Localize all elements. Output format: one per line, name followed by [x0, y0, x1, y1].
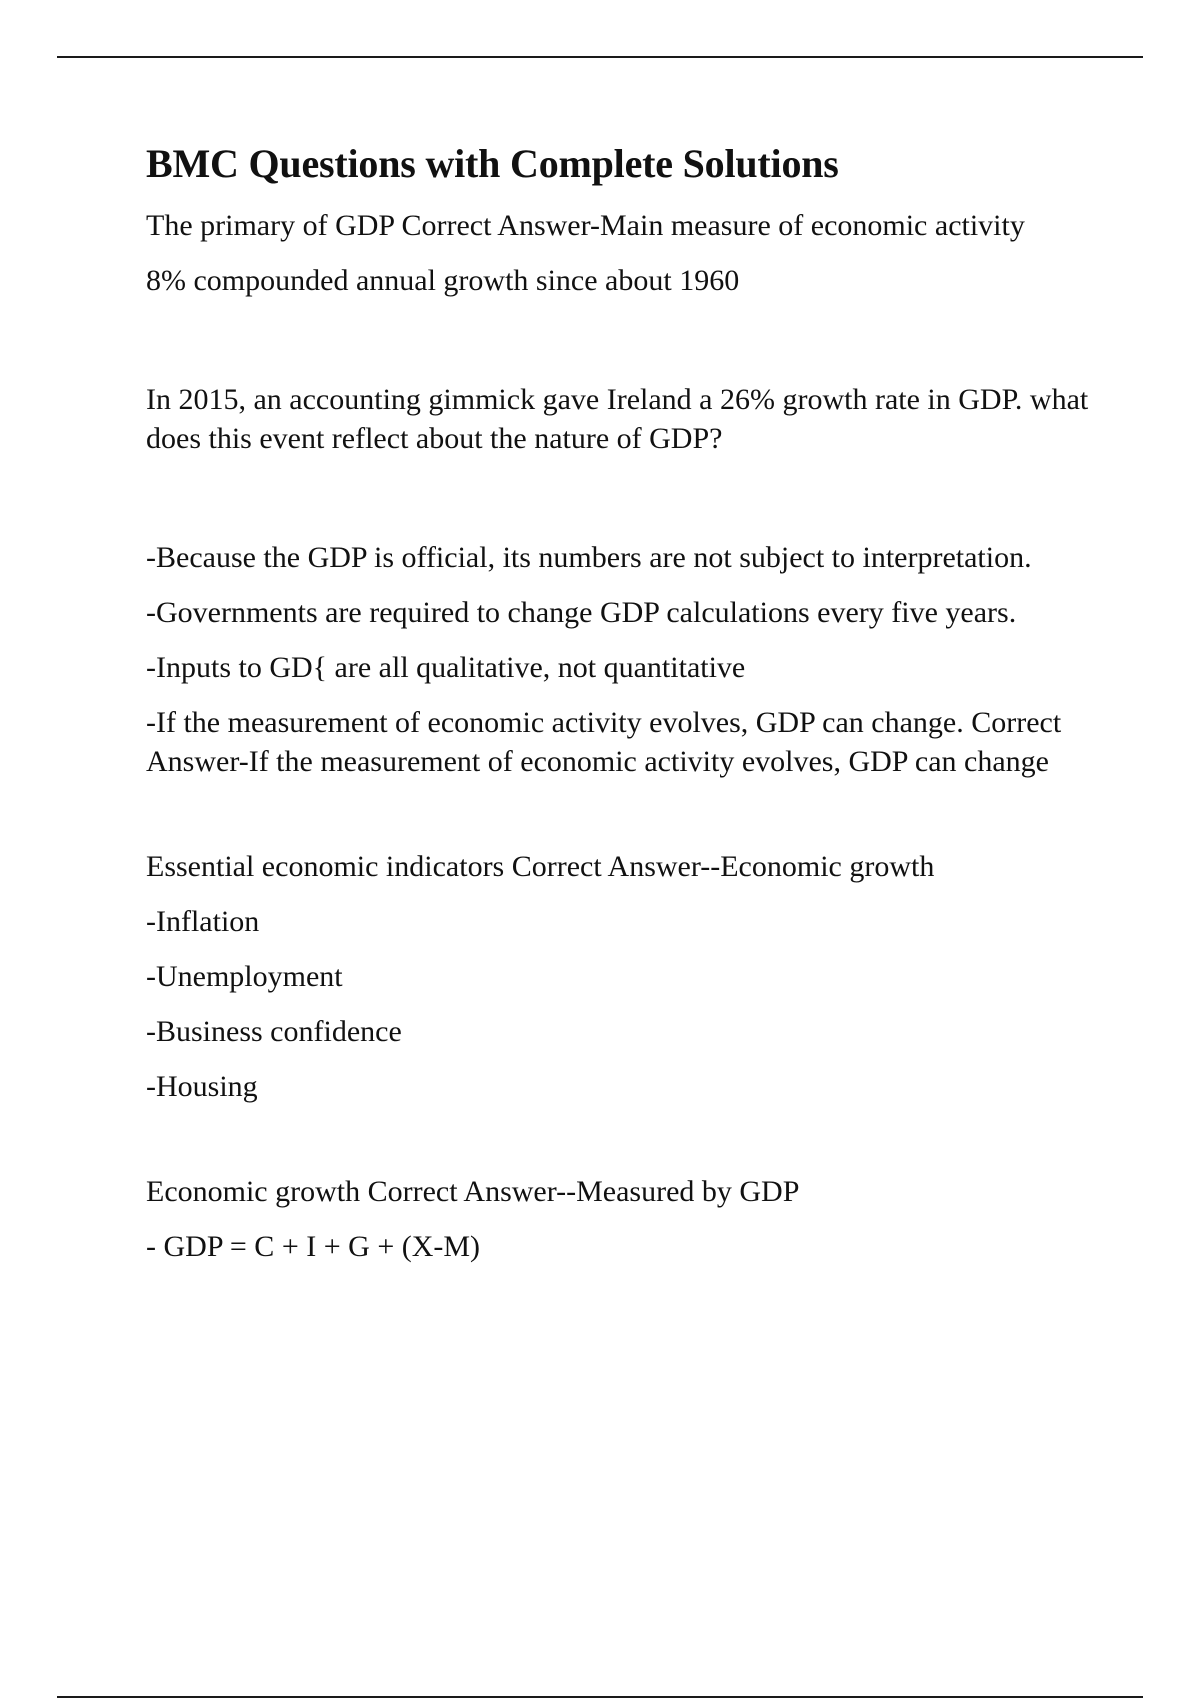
list-item: -Housing — [146, 1070, 258, 1103]
option-line: -Inputs to GD{ are all qualitative, not quantitative — [146, 651, 746, 684]
bottom-rule — [57, 1696, 1143, 1698]
list-item: -Unemployment — [146, 960, 343, 993]
qa-block-ireland-question — [146, 380, 1106, 458]
qa-block-economic-growth — [146, 1172, 1106, 1266]
document-title: BMC Questions with Complete Solutions — [146, 141, 839, 186]
question-line: Economic growth Correct Answer--Measured by GDP — [146, 1175, 800, 1208]
list-item: -Inflation — [146, 905, 260, 938]
option-line: -Governments are required to change GDP calculations every five years. — [146, 596, 1017, 629]
document-body — [146, 140, 1106, 1282]
question-line: Essential economic indicators Correct Answer--Economic growth — [146, 850, 935, 883]
question-line: The primary of GDP Correct Answer-Main measure of economic activity — [146, 209, 1025, 242]
qa-block-options — [146, 538, 1106, 781]
option-line: -Because the GDP is official, its numbers are not subject to interpretation. — [146, 541, 1032, 574]
top-rule — [57, 56, 1143, 58]
list-item: -Business confidence — [146, 1015, 402, 1048]
option-line: -If the measurement of economic activity evolves, GDP can change. Correct Answer-If the measurement of economic activity evolves, GDP can change — [146, 706, 1062, 778]
question-line: In 2015, an accounting gimmick gave Ireland a 26% growth rate in GDP. what does this event reflect about the nature of GDP? — [146, 383, 1089, 455]
formula-line: - GDP = C + I + G + (X-M) — [146, 1230, 481, 1263]
qa-block-gdp-primary — [146, 206, 1106, 300]
qa-block-indicators — [146, 847, 1106, 1106]
answer-line: 8% compounded annual growth since about 1960 — [146, 264, 740, 297]
